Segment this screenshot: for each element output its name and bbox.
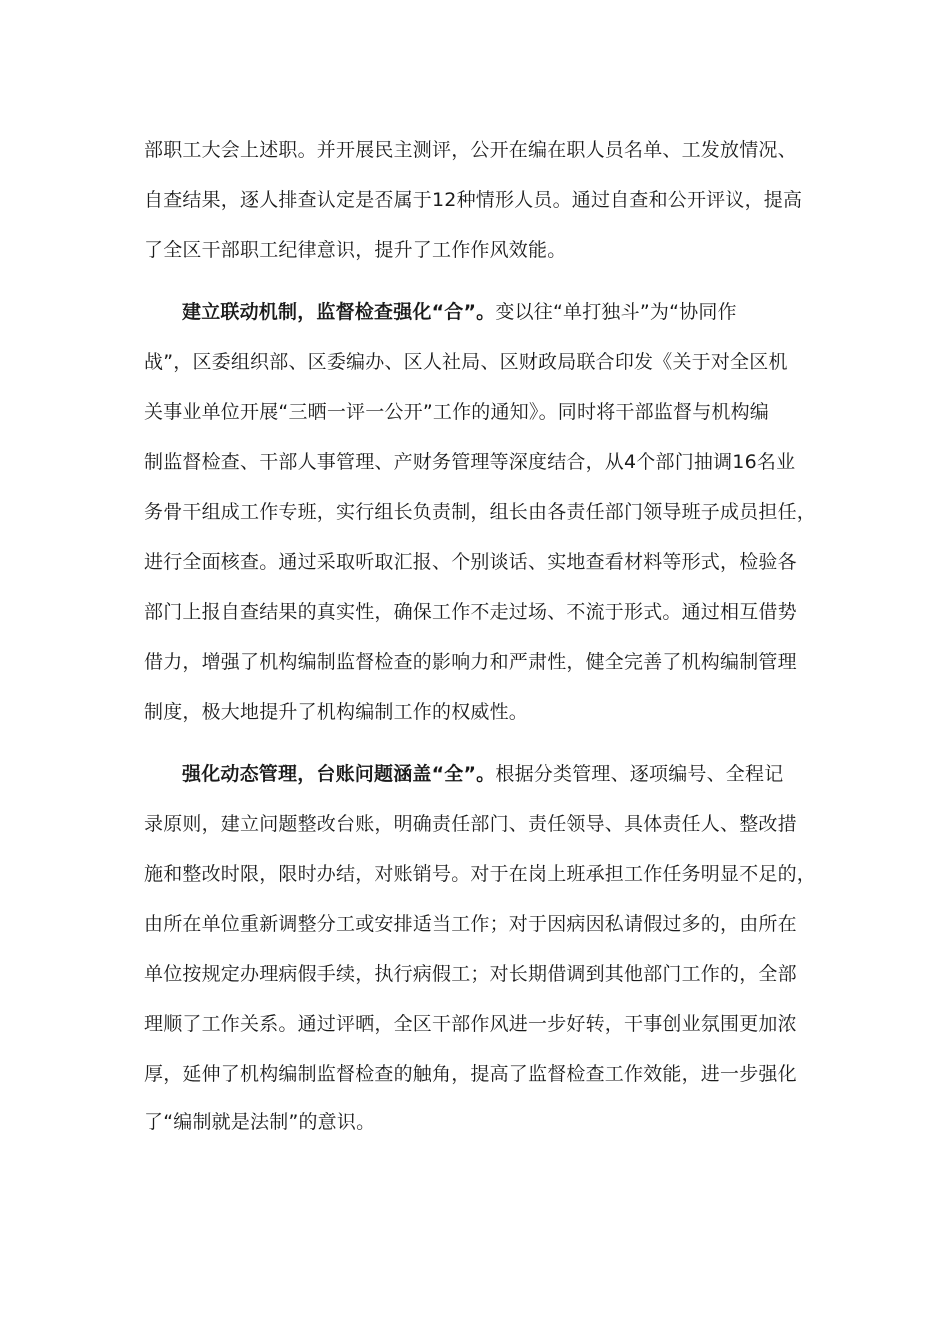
paragraph-2-heading: 建立联动机制，监督检查强化“合”。: [182, 301, 496, 323]
paragraph-3-line: 录原则，建立问题整改台账，明确责任部门、责任领导、具体责任人、整改措: [144, 813, 797, 835]
paragraph-2-line: 部门上报自查结果的真实性，确保工作不走过场、不流于形式。通过相互借势: [144, 601, 797, 623]
paragraph-1-line: 自查结果，逐人排查认定是否属于12种情形人员。通过自查和公开评议，提高: [144, 189, 803, 211]
paragraph-3-line: 厚，延伸了机构编制监督检查的触角，提高了监督检查工作效能，进一步强化: [144, 1063, 797, 1085]
paragraph-3-line: 单位按规定办理病假手续，执行病假工；对长期借调到其他部门工作的，全部: [144, 963, 797, 985]
paragraph-2-line: 借力，增强了机构编制监督检查的影响力和严肃性，健全完善了机构编制管理: [144, 651, 797, 673]
paragraph-3-heading: 强化动态管理，台账问题涵盖“全”。: [182, 763, 496, 785]
paragraph-1-line: 了全区干部职工纪律意识，提升了工作作风效能。: [144, 239, 567, 261]
paragraph-2-line: 务骨干组成工作专班，实行组长负责制，组长由各责任部门领导班子成员担任，: [144, 501, 817, 523]
paragraph-2-line: 战”，区委组织部、区委编办、区人社局、区财政局联合印发《关于对全区机: [144, 351, 788, 373]
paragraph-2-first-line: [182, 300, 814, 324]
paragraph-3-line: 理顺了工作关系。通过评晒，全区干部作风进一步好转，干事创业氛围更加浓: [144, 1013, 797, 1035]
paragraph-2-line: 制度，极大地提升了机构编制工作的权威性。: [144, 701, 529, 723]
paragraph-2-line: 关事业单位开展“三晒一评一公开”工作的通知》。同时将干部监督与机构编: [144, 401, 769, 423]
paragraph-3-line: 由所在单位重新调整分工或安排适当工作；对于因病因私请假过多的，由所在: [144, 913, 797, 935]
paragraph-1-line: 部职工大会上述职。并开展民主测评，公开在编在职人员名单、工发放情况、: [144, 139, 797, 161]
paragraph-2-first-line-text: 变以往“单打独斗”为“协同作: [495, 301, 737, 323]
paragraph-2-line: 进行全面核查。通过采取听取汇报、个别谈话、实地查看材料等形式，检验各: [144, 551, 797, 573]
paragraph-3-first-line: [182, 762, 814, 786]
paragraph-3-first-line-text: 根据分类管理、逐项编号、全程记: [495, 763, 784, 785]
paragraph-3-line: 施和整改时限，限时办结，对账销号。对于在岗上班承担工作任务明显不足的，: [144, 863, 817, 885]
paragraph-3-line: 了“编制就是法制”的意识。: [144, 1111, 376, 1133]
paragraph-2-line: 制监督检查、干部人事管理、产财务管理等深度结合，从4个部门抽调16名业: [144, 451, 796, 473]
